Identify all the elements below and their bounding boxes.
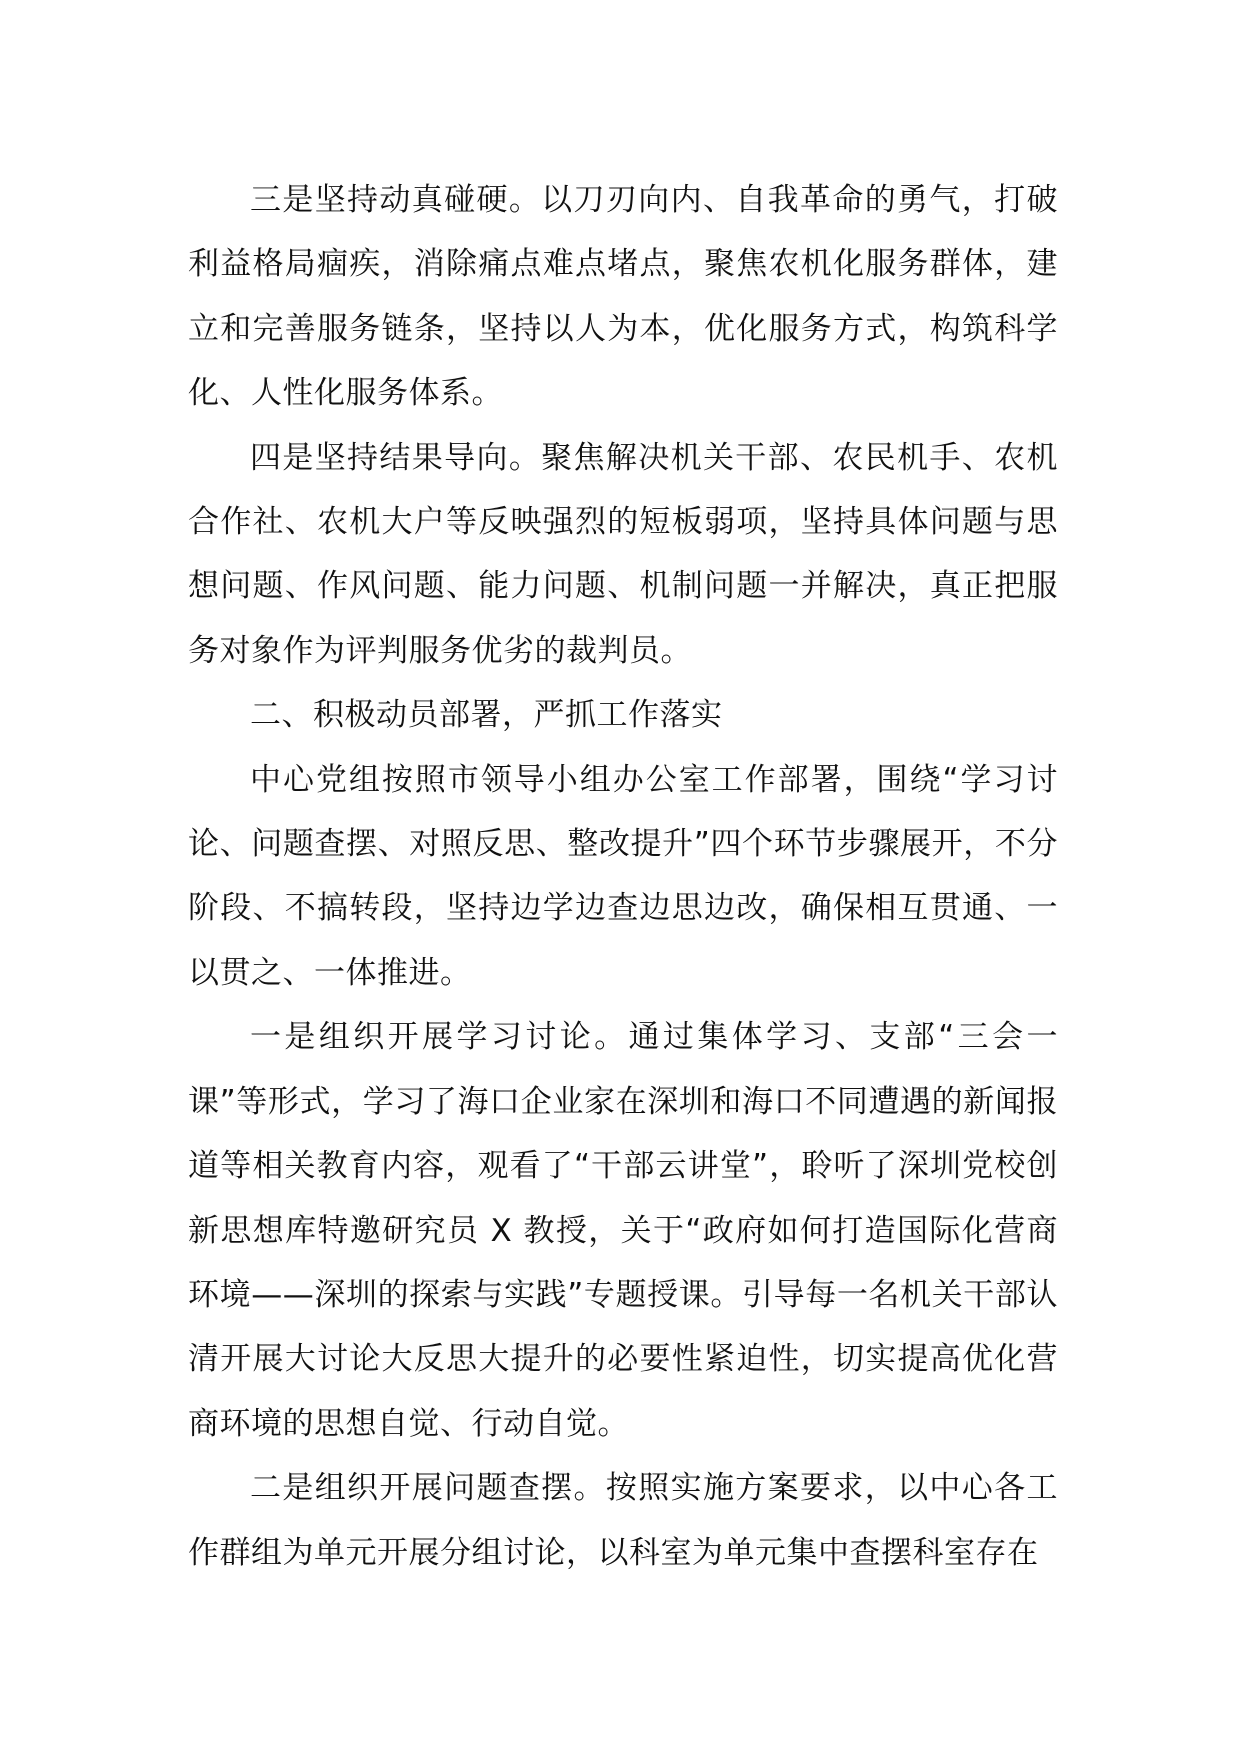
paragraph-result-oriented: 四是坚持结果导向。聚焦解决机关干部、农民机手、农机合作社、农机大户等反映强烈的短板弱项，坚持具体问题与思想问题、作风问题、能力问题、机制问题一并解决，真正把服务对象作为评判服务优劣的裁判员。 xyxy=(188,439,1058,669)
document-body xyxy=(188,168,1058,1585)
section-heading-mobilization: 二、积极动员部署，严抓工作落实 xyxy=(250,697,723,734)
paragraph-problem-review: 二是组织开展问题查摆。按照实施方案要求，以中心各工作群组为单元开展分组讨论，以科室为单元集中查摆科室存在 xyxy=(188,1470,1058,1571)
paragraph-study-discussion: 一是组织开展学习讨论。通过集体学习、支部“三会一课”等形式，学习了海口企业家在深圳和海口不同遭遇的新闻报道等相关教育内容，观看了“干部云讲堂”，聆听了深圳党校创新思想库特邀研究员 X 教授，关于“政府如何打造国际化营商环境——深圳的探索与实践”专题授课。引导每一名机关干部认清开展大讨论大反思大提升的必要性紧迫性，切实提高优化营商环境的思想自觉、行动自觉。 xyxy=(188,1019,1058,1442)
paragraph-stick-to-hard-work: 三是坚持动真碰硬。以刀刃向内、自我革命的勇气，打破利益格局痼疾，消除痛点难点堵点，聚焦农机化服务群体，建立和完善服务链条，坚持以人为本，优化服务方式，构筑科学化、人性化服务体系。 xyxy=(188,182,1058,412)
paragraph-party-group-deployment: 中心党组按照市领导小组办公室工作部署，围绕“学习讨论、问题查摆、对照反思、整改提升”四个环节步骤展开，不分阶段、不搞转段，坚持边学边查边思边改，确保相互贯通、一以贯之、一体推进。 xyxy=(188,761,1058,991)
